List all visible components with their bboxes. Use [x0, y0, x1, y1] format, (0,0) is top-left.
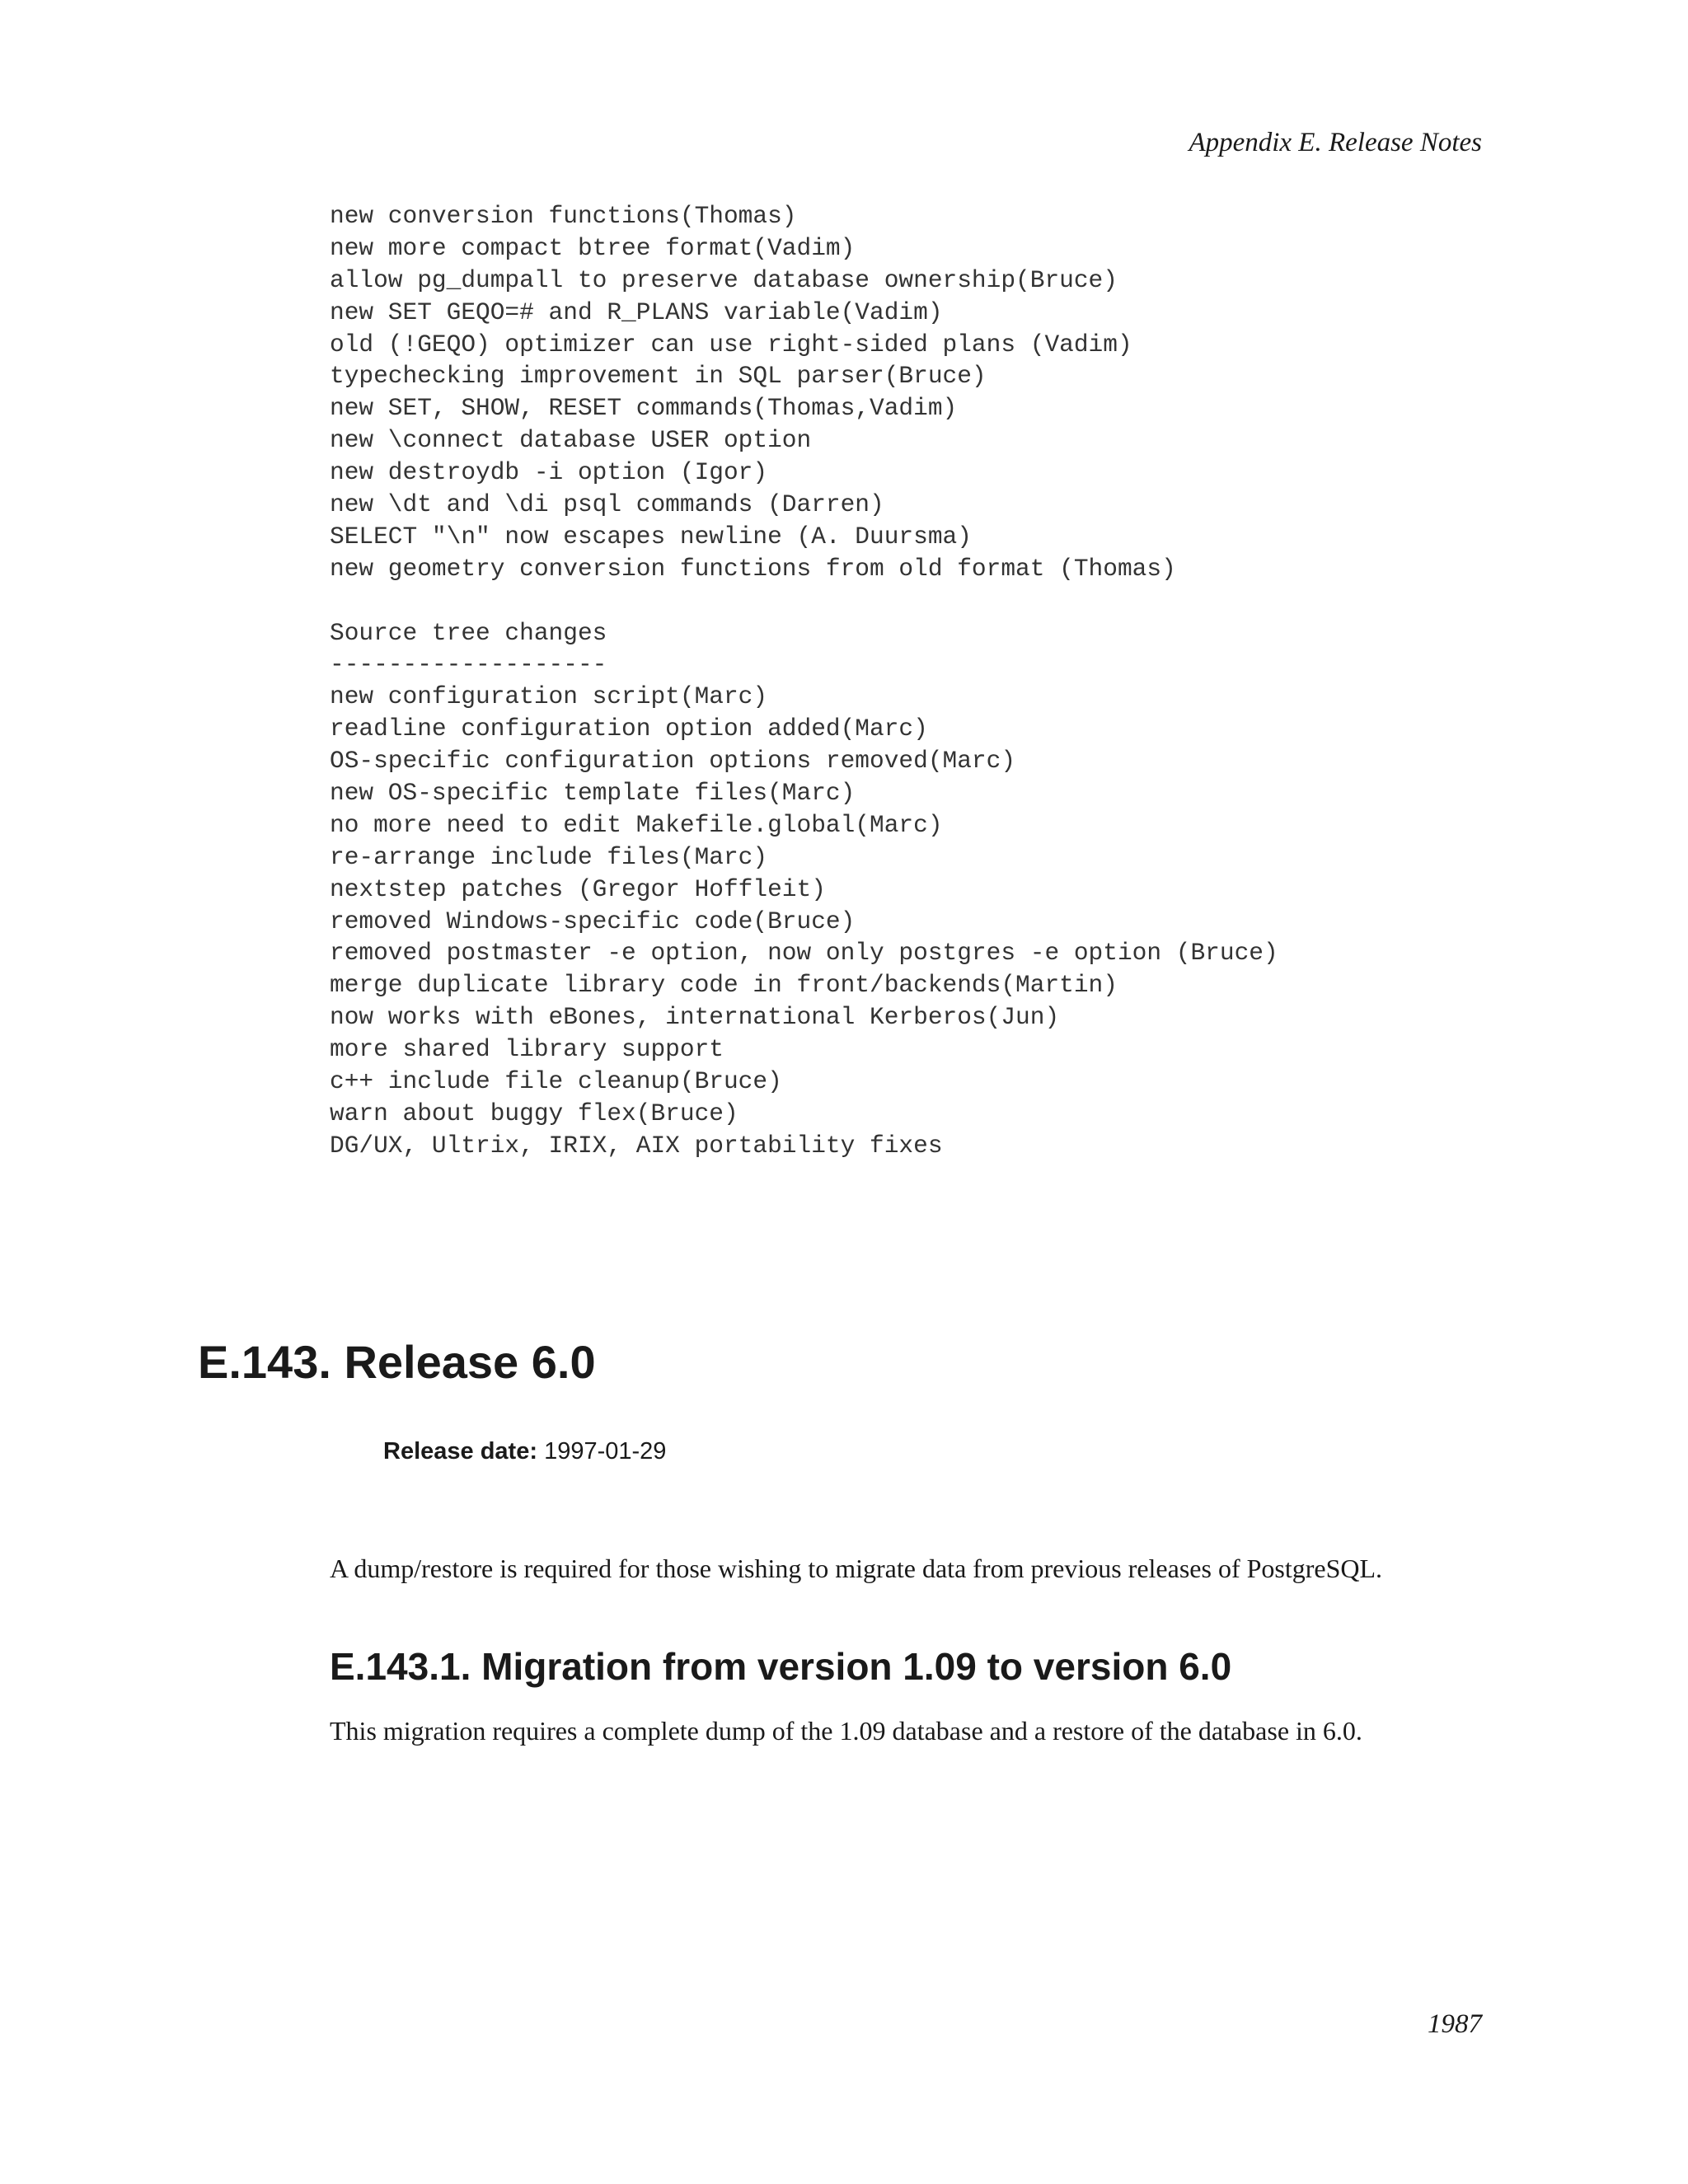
- code-line: re-arrange include files(Marc): [330, 842, 768, 871]
- code-subheading: Source tree changes: [330, 618, 607, 647]
- code-line: allow pg_dumpall to preserve database ownership(Bruce): [330, 265, 1118, 294]
- intro-paragraph: A dump/restore is required for those wishing to migrate data from previous releases of PostgreSQL.: [330, 1554, 1383, 1583]
- code-line: readline configuration option added(Marc): [330, 715, 928, 743]
- running-header: Appendix E. Release Notes: [1189, 128, 1482, 157]
- code-line: typechecking improvement in SQL parser(Bruce): [330, 362, 987, 391]
- code-line: removed postmaster -e option, now only postgres -e option (Bruce): [330, 939, 1278, 968]
- release-date-label: Release date:: [383, 1438, 537, 1465]
- code-line: merge duplicate library code in front/backends(Martin): [330, 971, 1118, 1000]
- code-line: new destroydb -i option (Igor): [330, 458, 768, 487]
- code-line: c++ include file cleanup(Bruce): [330, 1067, 782, 1096]
- code-line: OS-specific configuration options removed(Marc): [330, 747, 1016, 776]
- code-line: new more compact btree format(Vadim): [330, 233, 856, 262]
- code-line: SELECT "\n" now escapes newline (A. Duursma): [330, 522, 972, 551]
- code-line: now works with eBones, international Kerberos(Jun): [330, 1003, 1060, 1032]
- code-line: more shared library support: [330, 1035, 724, 1064]
- code-listing: [330, 200, 1278, 1162]
- section-title: E.143. Release 6.0: [198, 1336, 596, 1388]
- code-line-blank: [330, 585, 1278, 617]
- subsection-title: E.143.1. Migration from version 1.09 to version 6.0: [330, 1645, 1232, 1688]
- code-line: nextstep patches (Gregor Hoffleit): [330, 874, 826, 903]
- code-line: no more need to edit Makefile.global(Marc): [330, 810, 943, 839]
- code-line: new OS-specific template files(Marc): [330, 779, 856, 808]
- code-line: DG/UX, Ultrix, IRIX, AIX portability fixes: [330, 1131, 943, 1160]
- code-line: new \connect database USER option: [330, 426, 812, 455]
- code-line: new SET, SHOW, RESET commands(Thomas,Vadim): [330, 394, 958, 423]
- code-divider: -------------------: [330, 650, 607, 679]
- release-date: [383, 1438, 666, 1465]
- code-line: new geometry conversion functions from old format (Thomas): [330, 554, 1176, 583]
- code-line: new configuration script(Marc): [330, 682, 768, 711]
- release-date-value: 1997-01-29: [544, 1438, 667, 1465]
- code-line: new conversion functions(Thomas): [330, 202, 797, 230]
- code-line: warn about buggy flex(Bruce): [330, 1099, 738, 1127]
- code-line: new \dt and \di psql commands (Darren): [330, 490, 884, 519]
- code-line: old (!GEQO) optimizer can use right-sided plans (Vadim): [330, 330, 1132, 359]
- code-line: removed Windows-specific code(Bruce): [330, 907, 856, 935]
- migration-paragraph: This migration requires a complete dump of the 1.09 database and a restore of the database in 6.0.: [330, 1716, 1362, 1746]
- code-line: new SET GEQO=# and R_PLANS variable(Vadim): [330, 298, 943, 326]
- page-number: 1987: [1428, 2009, 1482, 2039]
